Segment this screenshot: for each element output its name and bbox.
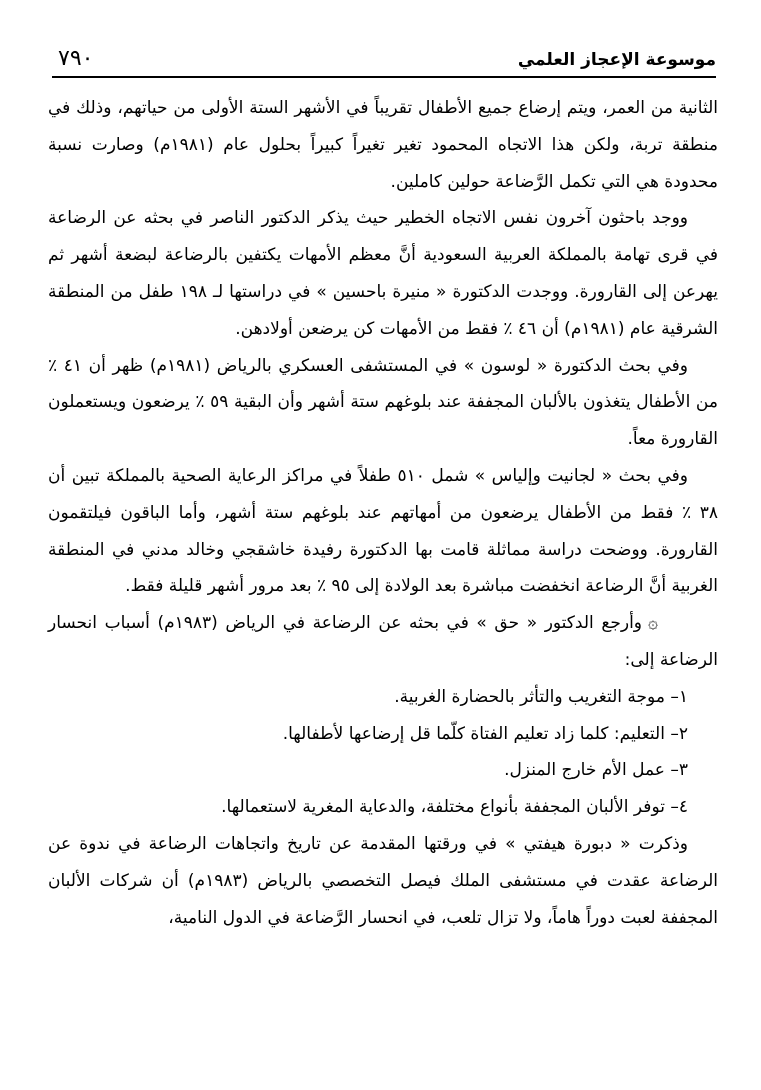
paragraph-4: وفي بحث « لجانيت وإلياس » شمل ٥١٠ طفلاً في مراكز الرعاية الصحية بالمملكة تبين أن ٣٨ ٪ فقط من الأطفال يرضعون من أمهاتهم عند بلوغهم ستة أشهر، وأما الباقون فيلتقمون القارورة. ووضحت دراسة مماثلة قامت بها الدكتورة رفيدة خاشقجي وخالد مدني في المنطقة الغربية أنَّ الرضاعة انخفضت مباشرة بعد الولادة إلى ٩٥ ٪ بعد مرور أشهر قليلة فقط.: [48, 465, 718, 597]
list-item: ٤– توفر الألبان المجففة بأنواع مختلفة، والدعاية المغرية لاستعمالها.: [221, 797, 688, 818]
list-item: ٣– عمل الأم خارج المنزل.: [504, 760, 688, 781]
paragraph-6: وذكرت « دبورة هيفتي » في ورقتها المقدمة عن تاريخ واتجاهات الرضاعة في ندوة عن الرضاعة عقدت في مستشفى الملك فيصل التخصصي بالرياض (١٩٨٣م) أن شركات الألبان المجففة لعبت دوراً هاماً، ولا تزال تلعب، في انحسار الرَّضاعة في الدول النامية،: [48, 833, 718, 928]
header-rule: [52, 76, 716, 78]
page-number: ٧٩٠: [58, 46, 94, 71]
body-text: [48, 90, 718, 936]
list-item: ١– موجة التغريب والتأثر بالحضارة الغربية.: [394, 686, 688, 707]
running-title: موسوعة الإعجاز العلمي: [517, 50, 716, 70]
ornament-icon: ۞: [648, 613, 658, 634]
paragraph-1: الثانية من العمر، ويتم إرضاع جميع الأطفال تقريباً في الأشهر الستة الأولى من حياتهم، وذلك في منطقة تربة، ولكن هذا الاتجاه المحمود تغير تغيراً كبيراً بحلول عام (١٩٨١م) وصارت نسبة محدودة هي التي تكمل الرَّضاعة حولين كاملين.: [48, 98, 718, 192]
paragraph-5-text: وأرجع الدكتور « حق » في بحثه عن الرضاعة في الرياض (١٩٨٣م) أسباب انحسار الرضاعة إلى:: [48, 613, 718, 670]
list-item: ٢– التعليم: كلما زاد تعليم الفتاة كلّما قل إرضاعها لأطفالها.: [282, 723, 688, 744]
page-header: [52, 44, 716, 74]
paragraph-5: [48, 605, 718, 679]
paragraph-3: وفي بحث الدكتورة « لوسون » في المستشفى العسكري بالرياض (١٩٨١م) ظهر أن ٤١ ٪ من الأطفال يتغذون بالألبان المجففة عند بلوغهم ستة أشهر وأن البقية ٥٩ ٪ يرضعون ويستعملون القارورة معاً.: [48, 355, 718, 450]
paragraph-2: ووجد باحثون آخرون نفس الاتجاه الخطير حيث يذكر الدكتور الناصر في بحثه عن الرضاعة في قرى تهامة بالمملكة العربية السعودية أنَّ معظم الأمهات يكتفين بالرضاعة لبضعة أشهر ثم يهرعن إلى القارورة. ووجدت الدكتورة « منيرة باحسين » في دراستها لـ ١٩٨ طفل من المنطقة الشرقية عام (١٩٨١م) أن ٤٦ ٪ فقط من الأمهات كن يرضعن أولادهن.: [48, 208, 718, 339]
